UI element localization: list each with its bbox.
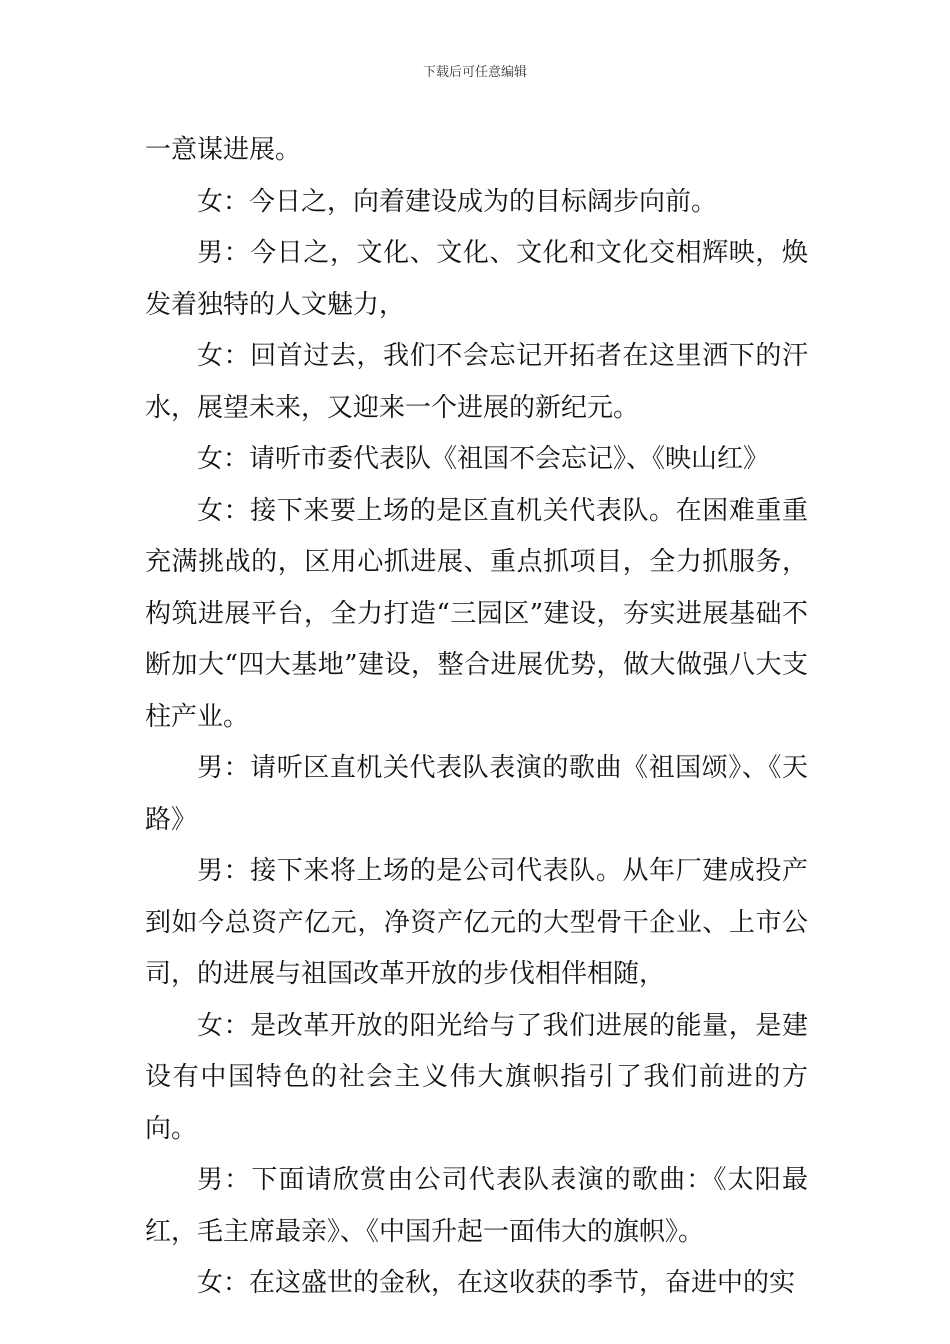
paragraph-10: 男：下面请欣赏由公司代表队表演的歌曲：《太阳最红，毛主席最亲》、《中国升起一面伟大的旗帜》。 [145,1165,808,1247]
page-header: 下载后可任意编辑 [422,65,527,80]
paragraph-1: 一意谋进展。 [145,135,302,165]
paragraph-8: 男：接下来将上场的是公司代表队。从年厂建成投产到如今总资产亿元，净资产亿元的大型骨干企业、上市公司，的进展与祖国改革开放的步伐相伴相随， [145,856,808,989]
document-body [145,125,808,1310]
paragraph-11: 女：在这盛世的金秋，在这收获的季节，奋进中的实 [197,1268,796,1298]
paragraph-5: 女：请听市委代表队《祖国不会忘记》、《映山红》 [197,444,770,474]
paragraph-2: 女：今日之，向着建设成为的目标阔步向前。 [197,186,718,217]
paragraph-4: 女：回首过去，我们不会忘记开拓者在这里洒下的汗水，展望未来，又迎来一个进展的新纪元。 [145,341,808,423]
paragraph-9: 女：是改革开放的阳光给与了我们进展的能量，是建设有中国特色的社会主义伟大旗帜指引了我们前进的方向。 [145,1010,808,1144]
paragraph-7: 男：请听区直机关代表队表演的歌曲《祖国颂》、《天路》 [145,753,808,835]
paragraph-6: 女：接下来要上场的是区直机关代表队。在困难重重充满挑战的，区用心抓进展、重点抓项目，全力抓服务，构筑进展平台，全力打造“三园区”建设，夯实进展基础不断加大“四大基地”建设，整合进展优势，做大做强八大支柱产业。 [145,495,808,732]
paragraph-3: 男：今日之，文化、文化、文化和文化交相辉映，焕发着独特的人文魅力， [145,238,808,320]
